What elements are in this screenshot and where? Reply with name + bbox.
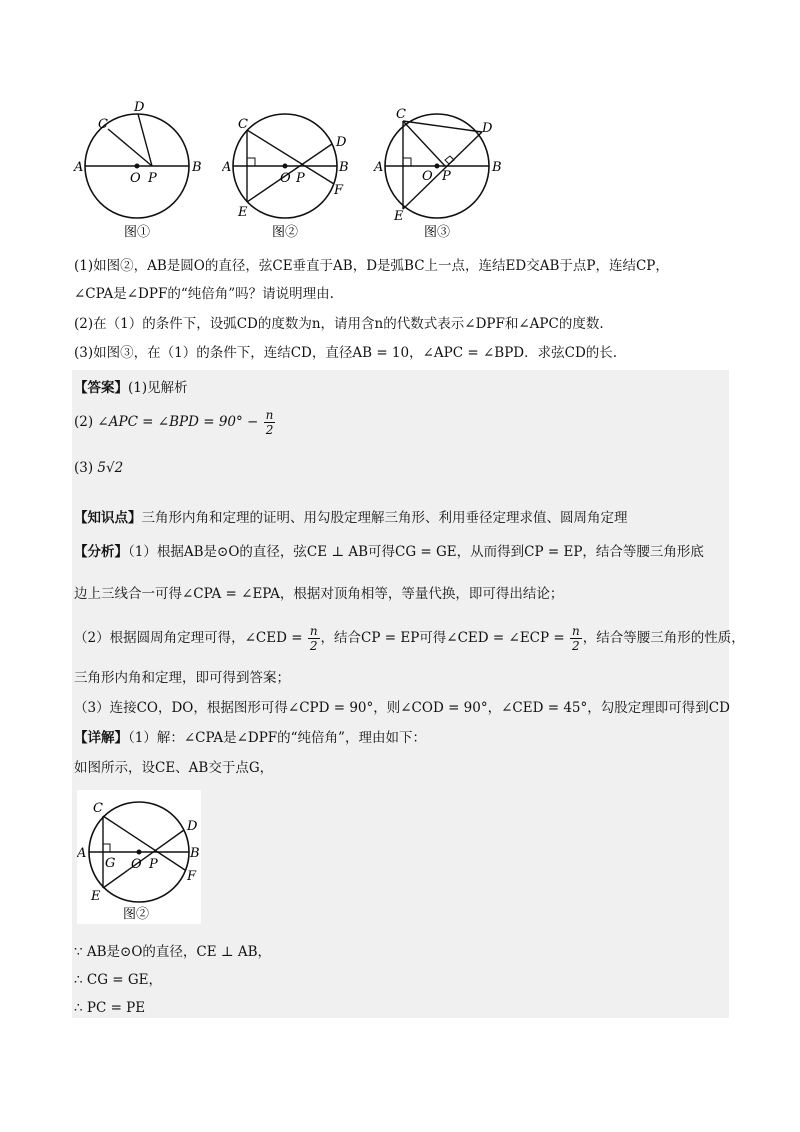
label-c: C — [93, 801, 103, 816]
detail-line-2: 如图所示，设CE、AB交于点G， — [74, 760, 274, 776]
answer-label: 【答案】 — [74, 380, 128, 396]
answer-line-3 — [74, 458, 726, 478]
label-o: O — [422, 169, 433, 184]
analysis-label: 【分析】 — [74, 544, 128, 560]
detail-figure — [77, 790, 201, 924]
knowledge-text: 三角形内角和定理的证明、用勾股定理解三角形、利用垂径定理求值、圆周角定理 — [141, 510, 628, 526]
analysis-text-3c: ，结合等腰三角形的性质， — [582, 630, 745, 646]
label-e: E — [394, 209, 404, 224]
figure-2 — [222, 96, 362, 246]
proof-line-1: ∵ AB是⊙O的直径，CE ⊥ AB， — [74, 944, 272, 960]
proof-line-3: ∴ PC = PE — [74, 1000, 146, 1016]
question-1-line-1: (1)如图②，AB是圆O的直径，弦CE垂直于AB，D是弧BC上一点，连结ED交AB于点P，连结CP， — [74, 258, 669, 274]
knowledge-label: 【知识点】 — [74, 510, 142, 526]
label-d: D — [187, 819, 198, 834]
label-e: E — [238, 205, 248, 220]
label-d: D — [134, 100, 145, 115]
label-p: P — [442, 169, 451, 184]
question-3: (3)如图③，在（1）的条件下，连结CD，直径AB = 10，∠APC = ∠BPD．求弦CD的长. — [74, 345, 618, 361]
label-a: A — [374, 160, 384, 175]
analysis-fraction-1-denominator: 2 — [309, 639, 318, 653]
answer-line-2 — [74, 408, 726, 442]
figure-3 — [372, 96, 512, 246]
analysis-text-3b: ，结合CP = EP可得∠CED = ∠ECP = — [320, 630, 565, 646]
detail-figure-frame — [77, 790, 201, 924]
label-e: E — [91, 889, 101, 904]
label-g: G — [105, 856, 116, 871]
label-a: A — [222, 160, 232, 175]
proof-line-2: ∴ CG = GE， — [74, 972, 163, 988]
analysis-fraction-1-numerator: n — [309, 624, 318, 638]
figure-1-caption: 图① — [124, 225, 151, 240]
label-o: O — [130, 171, 141, 186]
label-p: P — [296, 171, 305, 186]
question-1-line-2: ∠CPA是∠DPF的“纯倍角”吗？请说明理由. — [74, 286, 334, 302]
analysis-fraction-2-numerator: n — [571, 624, 580, 638]
label-a: A — [77, 846, 87, 861]
analysis-line-1 — [74, 542, 726, 562]
label-f: F — [187, 869, 197, 884]
figure-row — [72, 96, 512, 246]
answer-2-fraction — [264, 408, 276, 437]
label-a: A — [74, 160, 84, 175]
figure-1 — [72, 96, 212, 246]
label-c: C — [238, 117, 248, 132]
answer-2-denominator: 2 — [265, 423, 274, 437]
label-f: F — [334, 183, 344, 198]
figure-3-caption: 图③ — [424, 225, 451, 240]
answer-2-expression: ∠APC = ∠BPD = 90° − — [97, 414, 259, 430]
analysis-text-1: （1）根据AB是⊙O的直径，弦CE ⊥ AB可得CG = GE，从而得到CP = EP，结合等腰三角形底 — [128, 544, 704, 560]
label-b: B — [339, 160, 349, 175]
label-c: C — [98, 117, 108, 132]
analysis-text-3a: （2）根据圆周角定理可得，∠CED = — [74, 630, 303, 646]
label-b: B — [192, 160, 202, 175]
answer-1: (1)见解析 — [128, 380, 188, 396]
detail-label: 【详解】 — [74, 730, 128, 746]
label-d: D — [482, 121, 493, 136]
detail-text-1: （1）解：∠CPA是∠DPF的“纯倍角”，理由如下： — [128, 730, 426, 746]
label-b: B — [190, 846, 200, 861]
analysis-fraction-1 — [308, 624, 320, 653]
answer-2-prefix: (2) — [74, 414, 94, 430]
label-o: O — [131, 857, 142, 872]
analysis-fraction-2-denominator: 2 — [572, 639, 580, 653]
answer-3-expression: 5√2 — [97, 460, 124, 476]
analysis-fraction-2 — [570, 624, 582, 653]
analysis-line-5: （3）连接CO，DO，根据图形可得∠CPD = 90°，则∠COD = 90°，∠CED = 45°，勾股定理即可得到CD — [74, 700, 730, 716]
analysis-line-4: 三角形内角和定理，即可得到答案； — [74, 670, 290, 686]
detail-figure-caption: 图② — [123, 907, 150, 922]
question-2: (2)在（1）的条件下，设弧CD的度数为n，请用含n的代数式表示∠DPF和∠APC的度数. — [74, 316, 604, 332]
knowledge-line — [74, 508, 726, 528]
label-c: C — [396, 107, 406, 122]
analysis-line-2: 边上三线合一可得∠CPA = ∠EPA，根据对顶角相等，等量代换，即可得出结论； — [74, 586, 564, 602]
label-o: O — [280, 171, 291, 186]
answer-line-1 — [74, 378, 726, 398]
detail-line-1 — [74, 728, 726, 748]
label-p: P — [148, 171, 157, 186]
label-b: B — [492, 160, 502, 175]
answer-2-numerator: n — [265, 408, 274, 422]
answer-3-prefix: (3) — [74, 460, 94, 476]
analysis-line-3 — [74, 624, 745, 658]
label-d: D — [336, 135, 347, 150]
label-p: P — [149, 857, 158, 872]
figure-2-caption: 图② — [272, 225, 299, 240]
